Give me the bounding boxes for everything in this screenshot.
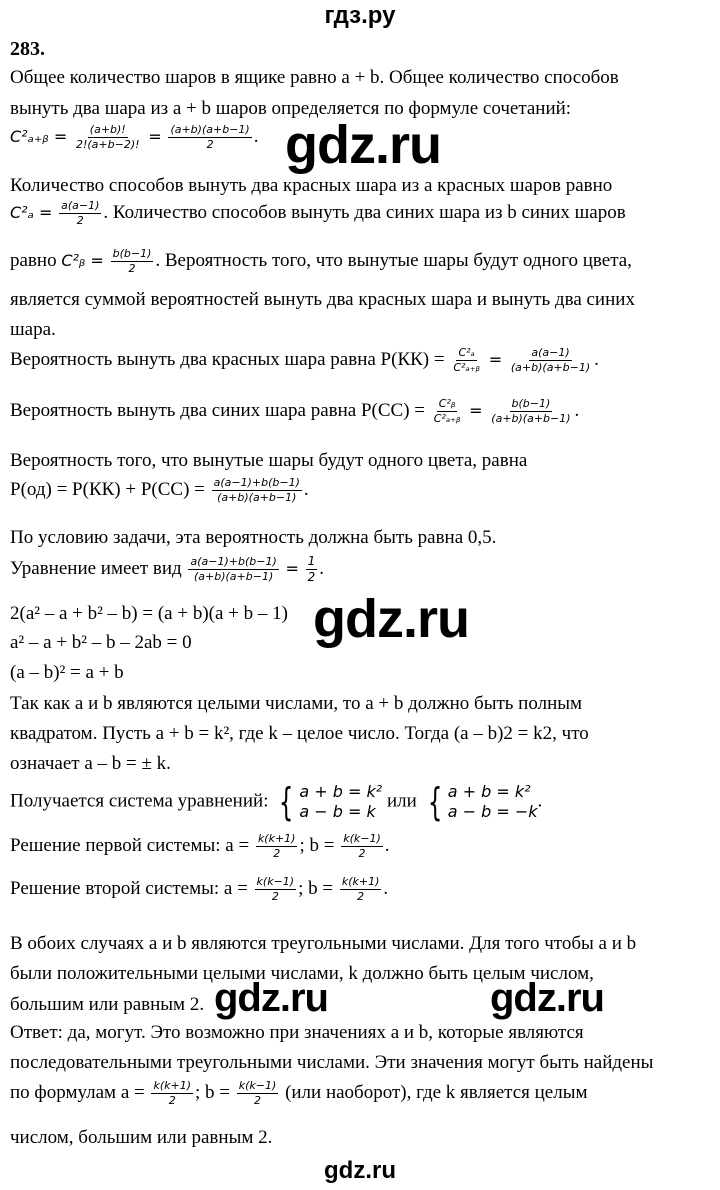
site-header: гдз.ру xyxy=(324,2,396,29)
fraction: $\frac{a(a-1)}{(a+b)(a+b-1)}$ xyxy=(510,346,591,375)
fraction: $\frac{b(b-1)}{2}$ xyxy=(112,247,152,276)
text-line: P(од) = P(КК) + P(СС) = $\frac{a(a-1)+b(b-1)}{(a+b)(a+b-1)}$ . xyxy=(10,476,309,505)
text-line: Общее количество шаров в ящике равно a + b. Общее количество способов xyxy=(10,67,619,88)
text-line: Так как a и b являются целыми числами, то a + b должно быть полным xyxy=(10,693,583,714)
fraction: $\frac{k(k-1)}{2}$ xyxy=(343,832,381,861)
text-line: по формулам a = $\frac{k(k+1)}{2}$ ; b = $\frac{k(k-1)}{2}$ (или наоборот), где k является целым xyxy=(10,1079,588,1108)
fraction: $\frac{k(k+1)}{2}$ xyxy=(257,832,296,861)
fraction: $\frac{k(k-1)}{2}$ xyxy=(238,1079,277,1108)
fraction: $\frac{a(a-1)+b(b-1)}{(a+b)(a+b-1)}$ xyxy=(190,555,277,584)
combination-formula: C²ₐ₊ᵦ = $\frac{(a+b)!}{2!(a+b-2)!}$ = $\frac{(a+b)(a+b-1)}{2}$ . xyxy=(10,123,259,152)
fraction: $\frac{k(k-1)}{2}$ xyxy=(256,875,295,904)
watermark: gdz.ru xyxy=(313,589,469,649)
text-line: Уравнение имеет вид $\frac{a(a-1)+b(b-1)}{(a+b)(a+b-1)}$ = $\frac{1}{2}$ . xyxy=(10,554,325,585)
fraction: $\frac{1}{2}$ xyxy=(307,554,316,585)
text-line: является суммой вероятностей вынуть два красных шара и вынуть два синих xyxy=(10,289,635,310)
fraction: $\frac{k(k+1)}{2}$ xyxy=(153,1079,192,1108)
watermark: gdz.ru xyxy=(490,976,604,1020)
fraction: $\frac{\text{C²ᵦ}}{\text{C²ₐ₊ᵦ}}$ xyxy=(433,397,461,426)
text-line: Решение первой системы: a = $\frac{k(k+1)}{2}$ ; b = $\frac{k(k-1)}{2}$ . xyxy=(10,832,390,861)
watermark: gdz.ru xyxy=(214,976,328,1020)
equation-line: (a – b)² = a + b xyxy=(10,662,124,683)
watermark: gdz.ru xyxy=(285,115,441,175)
text-line: числом, большим или равным 2. xyxy=(10,1127,273,1148)
text-line: Количество способов вынуть два красных шара из a красных шаров равно xyxy=(10,175,613,196)
equation-line: 2(a² – a + b² – b) = (a + b)(a + b – 1) xyxy=(10,603,288,624)
fraction: $\frac{k(k+1)}{2}$ xyxy=(341,875,380,904)
site-footer: gdz.ru xyxy=(324,1157,396,1184)
text-line: Решение второй системы: a = $\frac{k(k-1)}{2}$ ; b = $\frac{k(k+1)}{2}$ . xyxy=(10,875,389,904)
text-line: Вероятность того, что вынутые шары будут одного цвета, равна xyxy=(10,450,528,471)
comb-lhs: C²ₐ₊ᵦ = xyxy=(10,126,68,146)
text-line: По условию задачи, эта вероятность должна быть равна 0,5. xyxy=(10,527,497,548)
text-line: Ответ: да, могут. Это возможно при значениях a и b, которые являются xyxy=(10,1022,584,1043)
text-line: последовательными треугольными числами. Эти значения могут быть найдены xyxy=(10,1052,654,1073)
text-line: равно C²ᵦ = $\frac{b(b-1)}{2}$ . Вероятность того, что вынутые шары будут одного цвета, xyxy=(10,247,632,276)
system-of-equations: Получается система уравнений: { a + b = k² a − b = k или { a + b = k² a − b = −k . xyxy=(10,780,543,824)
text-line: В обоих случаях a и b являются треугольными числами. Для того чтобы a и b xyxy=(10,933,637,954)
task-number: 283. xyxy=(10,38,45,60)
text-line: означает a – b = ± k. xyxy=(10,753,171,774)
equation-line: a² – a + b² – b – 2ab = 0 xyxy=(10,632,192,653)
fraction: $\frac{(a+b)(a+b-1)}{2}$ xyxy=(170,123,250,152)
fraction: $\frac{a(a-1)+b(b-1)}{(a+b)(a+b-1)}$ xyxy=(213,476,300,505)
text-line: были положительными целыми числами, k должно быть целым числом, xyxy=(10,963,594,984)
text-line: C²ₐ = $\frac{a(a-1)}{2}$ . Количество способов вынуть два синих шара из b синих шаров xyxy=(10,199,626,228)
fraction: $\frac{\text{C²ₐ}}{\text{C²ₐ₊ᵦ}}$ xyxy=(453,346,480,375)
text-line: вынуть два шара из a + b шаров определяется по формуле сочетаний: xyxy=(10,98,572,119)
text-line: большим или равным 2. xyxy=(10,994,205,1015)
text-line: шара. xyxy=(10,319,56,340)
text-line: квадратом. Пусть a + b = k², где k – целое число. Тогда (a – b)2 = k2, что xyxy=(10,723,589,744)
fraction: $\frac{a(a-1)}{2}$ xyxy=(61,199,100,228)
fraction: $\frac{(a+b)!}{2!(a+b-2)!}$ xyxy=(75,123,140,152)
text-line: Вероятность вынуть два синих шара равна P(СС) = $\frac{\text{C²ᵦ}}{\text{C²ₐ₊ᵦ}}$ = $\frac{b(b-1)}{(a+b)(a+b-1)}$ . xyxy=(10,397,580,426)
text-line: Вероятность вынуть два красных шара равна P(КК) = $\frac{\text{C²ₐ}}{\text{C²ₐ₊ᵦ}}$ = $\frac{a(a-1)}{(a+b)(a+b-1)}$ . xyxy=(10,346,599,375)
fraction: $\frac{b(b-1)}{(a+b)(a+b-1)}$ xyxy=(491,397,571,426)
